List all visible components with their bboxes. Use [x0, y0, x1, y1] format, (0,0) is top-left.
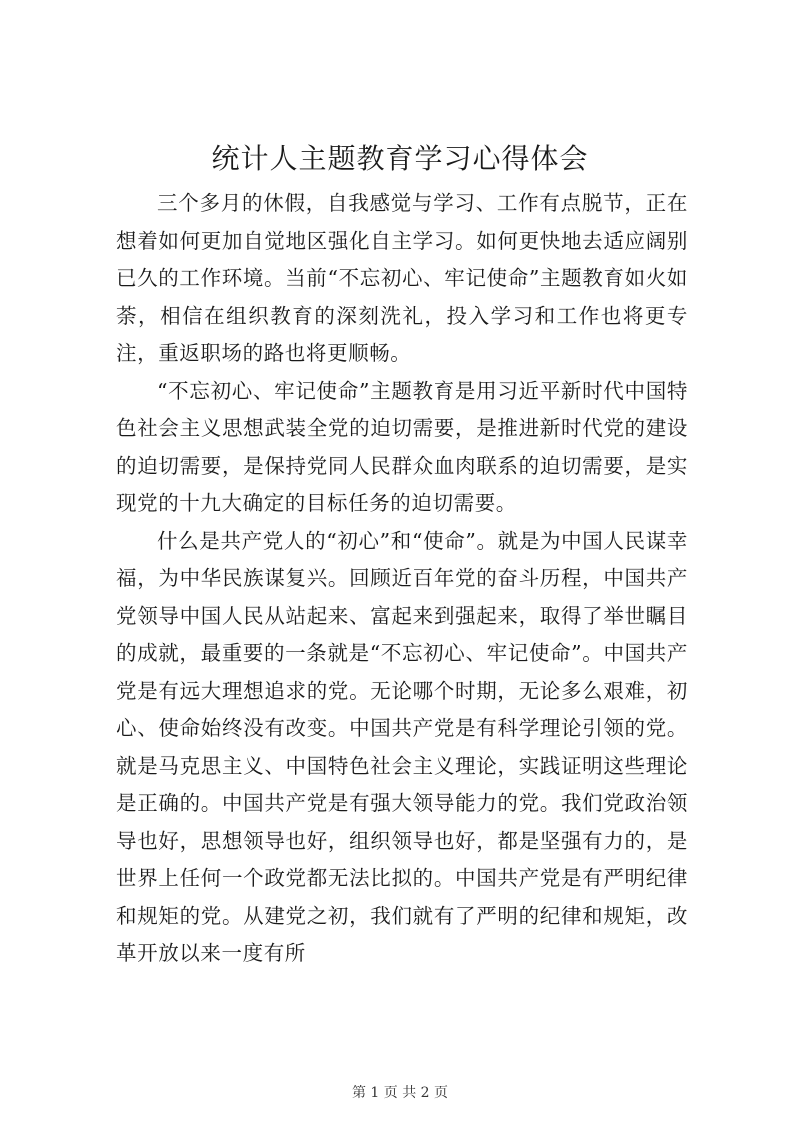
- paragraph-3: 什么是共产党人的“初心”和“使命”。就是为中国人民谋幸福，为中华民族谋复兴。回顾近百年党的奋斗历程，中国共产党领导中国人民从站起来、富起来到强起来，取得了举世瞩目的成就，最重要的一条就是“不忘初心、牢记使命”。中国共产党是有远大理想追求的党。无论哪个时期，无论多么艰难，初心、使命始终没有改变。中国共产党是有科学理论引领的党。就是马克思主义、中国特色社会主义理论，实践证明这些理论是正确的。中国共产党是有强大领导能力的党。我们党政治领导也好，思想领导也好，组织领导也好，都是坚强有力的，是世界上任何一个政党都无法比拟的。中国共产党是有严明纪律和规矩的党。从建党之初，我们就有了严明的纪律和规矩，改革开放以来一度有所: [116, 528, 688, 965]
- page-number-footer: 第 1 页 共 2 页: [351, 1085, 449, 1101]
- document-title: 统计人主题教育学习心得体会: [211, 142, 589, 175]
- paragraph-2: “不忘初心、牢记使命”主题教育是用习近平新时代中国特色社会主义思想武装全党的迫切需要，是推进新时代党的建设的迫切需要，是保持党同人民群众血肉联系的迫切需要，是实现党的十九大确定的目标任务的迫切需要。: [116, 378, 688, 515]
- paragraph-1: 三个多月的休假，自我感觉与学习、工作有点脱节，正在想着如何更加自觉地区强化自主学习。如何更快地去适应阔别已久的工作环境。当前“不忘初心、牢记使命”主题教育如火如荼，相信在组织教育的深刻洗礼，投入学习和工作也将更专注，重返职场的路也将更顺畅。: [116, 191, 688, 365]
- document-body: [116, 185, 688, 973]
